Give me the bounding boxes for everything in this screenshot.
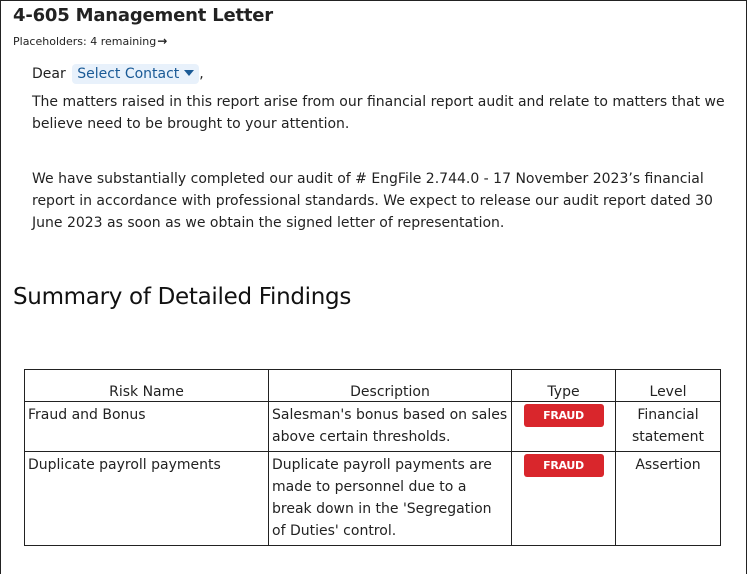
table-row bbox=[25, 452, 721, 546]
paragraph-intro: The matters raised in this report arise from our financial report audit and relate to matters that we believe need to be brought to your attention. bbox=[32, 94, 725, 132]
greeting-suffix: , bbox=[199, 66, 204, 82]
column-header-risk-name: Risk Name bbox=[25, 370, 269, 402]
type-cell bbox=[512, 402, 616, 452]
caret-down-icon bbox=[184, 70, 194, 76]
section-heading-findings: Summary of Detailed Findings bbox=[13, 284, 352, 310]
select-contact-label: Select Contact bbox=[77, 66, 180, 82]
column-header-level: Level bbox=[616, 370, 721, 402]
table-header-row bbox=[25, 370, 721, 402]
description-cell: Duplicate payroll payments are made to personnel due to a break down in the 'Segregation of Duties' control. bbox=[269, 452, 512, 546]
select-contact-dropdown[interactable] bbox=[72, 64, 199, 84]
risk-name-cell: Fraud and Bonus bbox=[25, 402, 269, 452]
fraud-badge: FRAUD bbox=[524, 454, 604, 477]
greeting-prefix: Dear bbox=[32, 66, 66, 82]
column-header-type: Type bbox=[512, 370, 616, 402]
table-row bbox=[25, 402, 721, 452]
greeting-line bbox=[32, 63, 204, 85]
description-cell: Salesman's bonus based on sales above certain thresholds. bbox=[269, 402, 512, 452]
document-title: 4-605 Management Letter bbox=[13, 5, 273, 26]
risk-name-cell: Duplicate payroll payments bbox=[25, 452, 269, 546]
fraud-badge: FRAUD bbox=[524, 404, 604, 427]
level-cell: Financial statement bbox=[616, 402, 721, 452]
arrow-right-icon: → bbox=[157, 34, 168, 48]
type-cell bbox=[512, 452, 616, 546]
column-header-description: Description bbox=[269, 370, 512, 402]
placeholders-link[interactable] bbox=[13, 34, 167, 48]
placeholders-label: Placeholders: 4 remaining bbox=[13, 35, 157, 48]
level-cell: Assertion bbox=[616, 452, 721, 546]
findings-table bbox=[24, 369, 721, 546]
paragraph-audit-status: We have substantially completed our audit of # EngFile 2.744.0 - 17 November 2023’s financial report in accordance with professional standards. We expect to release our audit report dated 30 June 2023 as soon as we obtain the signed letter of representation. bbox=[32, 171, 713, 231]
